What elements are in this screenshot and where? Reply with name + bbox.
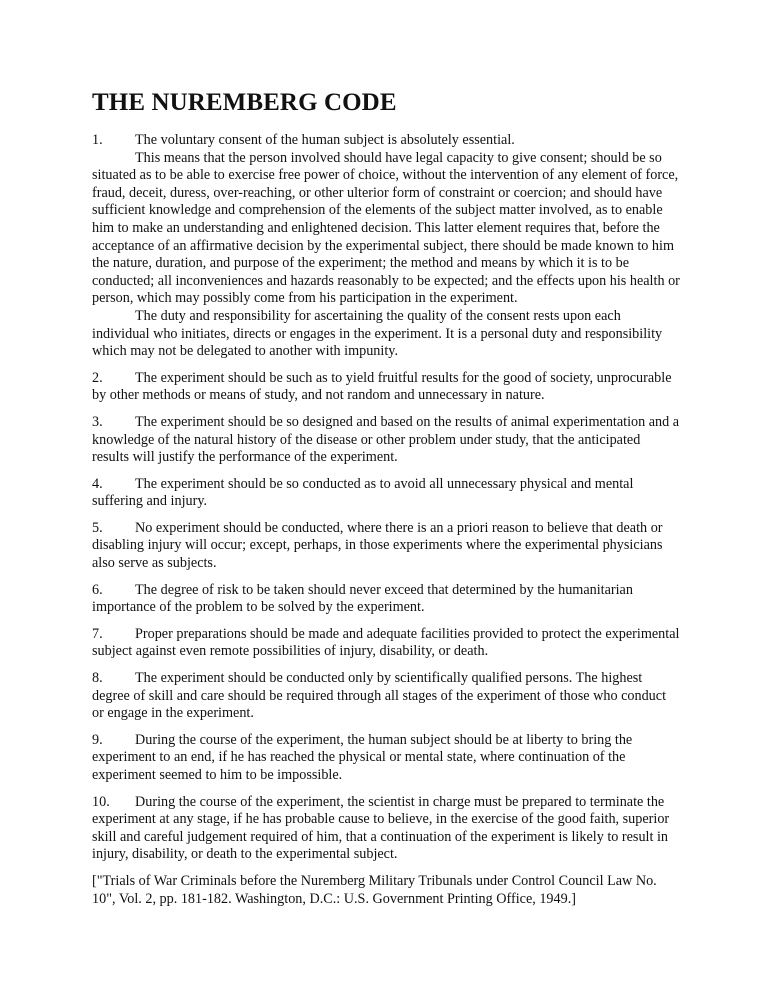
principle-text: During the course of the experiment, the scientist in charge must be prepared to terminate the experiment at any stage, if he has probable cause to believe, in the exercise of the good faith, superior skill and careful judgement required of him, that a continuation of the experiment is likely to result in injury, disability, or death to the experimental subject. [92, 793, 670, 863]
principle-number: 4. [92, 475, 103, 492]
principle-text: The degree of risk to be taken should never exceed that determined by the humanitarian importance of the problem to be solved by the experiment. [92, 581, 633, 616]
principle-text: The voluntary consent of the human subject is absolutely essential. [135, 132, 515, 148]
principle-number: 10. [92, 793, 110, 810]
principle-text: The experiment should be so conducted as to avoid all unnecessary physical and mental suffering and injury. [92, 475, 634, 510]
principle-text: During the course of the experiment, the human subject should be at liberty to bring the experiment to an end, if he has reached the physical or mental state, where continuation of the experiment seemed to him to be impossible. [92, 731, 633, 783]
principle-number: 3. [92, 413, 103, 430]
principle-2 [92, 370, 680, 405]
principle-8 [92, 670, 680, 723]
principle-1-paragraph-2: The duty and responsibility for ascertaining the quality of the consent rests upon each individual who initiates, directs or engages in the experiment. It is a personal duty and responsibility which may not be delegated to another with impunity. [92, 307, 663, 360]
principle-4 [92, 476, 680, 511]
principle-1-paragraph-1: This means that the person involved should have legal capacity to give consent; should be so situated as to be able to exercise free power of choice, without the intervention of any element of force, fraud, deceit, duress, over-reaching, or other ulterior form of constraint or coercion; and should have sufficient knowledge and comprehension of the elements of the subject matter involved, as to enable him to make an understanding and enlightened decision. This latter element requires that, before the acceptance of an affirmative decision by the experimental subject, there should be made known to him the nature, duration, and purpose of the experiment; the method and means by which it is to be conducted; all inconveniences and hazards reasonably to be expected; and the effects upon his health or person, which may possibly come from his participation in the experiment. [92, 149, 680, 307]
principle-10 [92, 794, 680, 864]
principle-3 [92, 414, 680, 467]
principle-text: No experiment should be conducted, where there is an a priori reason to believe that death or disabling injury will occur; except, perhaps, in those experiments where the experimental physicians also serve as subjects. [92, 519, 663, 572]
principle-number: 8. [92, 670, 103, 687]
principle-number: 7. [92, 625, 103, 642]
principle-number: 5. [92, 519, 103, 536]
principle-text: The experiment should be such as to yield fruitful results for the good of society, unprocurable by other methods or means of study, and not random and unnecessary in nature. [92, 369, 672, 404]
principle-7 [92, 626, 680, 661]
principle-1 [92, 132, 680, 361]
principle-5 [92, 520, 680, 573]
principle-number: 9. [92, 731, 103, 748]
principle-6 [92, 582, 680, 617]
principle-9 [92, 732, 680, 785]
page-title: THE NUREMBERG CODE [92, 89, 397, 116]
principle-number: 1. [92, 132, 103, 148]
principle-text: Proper preparations should be made and adequate facilities provided to protect the experimental subject against even remote possibilities of injury, disability, or death. [92, 625, 680, 660]
principle-number: 6. [92, 581, 103, 598]
principle-text: The experiment should be conducted only by scientifically qualified persons. The highest degree of skill and care should be required through all stages of the experiment of those who conduct or engage in the experiment. [92, 670, 667, 722]
principle-1-lead [92, 132, 680, 150]
principle-text: The experiment should be so designed and based on the results of animal experimentation and a knowledge of the natural history of the disease or other problem under study, that the anticipated results will justify the performance of the experiment. [92, 413, 680, 466]
principle-number: 2. [92, 369, 103, 386]
source-citation: ["Trials of War Criminals before the Nuremberg Military Tribunals under Control Council Law No. 10", Vol. 2, pp. 181-182. Washington, D.C.: U.S. Government Printing Office, 1949.] [92, 872, 657, 907]
